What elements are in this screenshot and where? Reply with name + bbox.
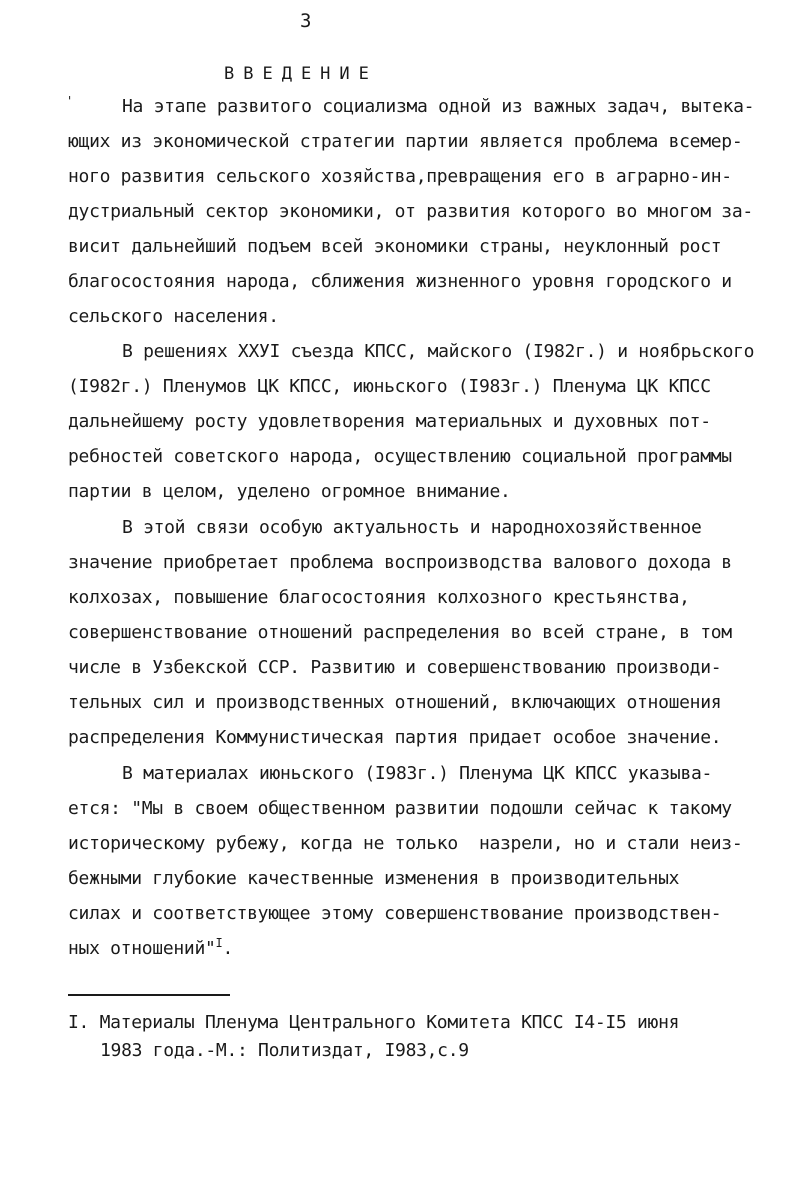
body-line: В материалах июньского (I983г.) Пленума ЦК КПСС указыва- [122,763,713,784]
body-line: сельского населения. [68,306,279,327]
body-line: ющих из экономической стратегии партии является проблема всемер- [68,131,743,152]
body-line: благосостояния народа, сближения жизненного уровня городского и [68,271,732,292]
body-line: дустриальный сектор экономики, от развития которого во многом за- [68,201,753,222]
body-line: В этой связи особую актуальность и народнохозяйственное [122,517,702,538]
body-line-end: . [222,938,234,959]
body-line: В решениях ХХУI съезда КПСС, майского (I982г.) и ноябрьского [122,341,755,362]
margin-mark: ' [66,94,74,108]
body-line: ного развития сельского хозяйства,превращения его в аграрно-ин- [68,166,732,187]
body-line: На этапе развитого социализма одной из важных задач, вытека- [122,96,755,117]
body-line: висит дальнейший подъем всей экономики страны, неуклонный рост [68,236,722,257]
body-line: (I982г.) Пленумов ЦК КПСС, июньского (I983г.) Пленума ЦК КПСС [68,376,711,397]
body-line: значение приобретает проблема воспроизводства валового дохода в [68,552,732,573]
footnote-divider [68,994,230,996]
body-line: совершенствование отношений распределения во всей стране, в том [68,622,732,643]
body-line: историческому рубежу, когда не только назрели, но и стали неиз- [68,833,743,854]
body-line: дальнейшему росту удовлетворения материальных и духовных пот- [68,411,711,432]
body-line [68,938,233,959]
body-line-text: ных отношений" [68,938,216,959]
body-line: бежными глубокие качественные изменения в производительных [68,868,680,889]
body-line: распределения Коммунистическая партия придает особое значение. [68,727,722,748]
body-line: силах и соответствующее этому совершенствование производствен- [68,903,722,924]
footnote-reference: I [215,936,223,950]
body-line: тельных сил и производственных отношений, включающих отношения [68,692,722,713]
section-heading: ВВЕДЕНИЕ [224,64,378,84]
footnote-line: I. Материалы Пленума Центрального Комитета КПСС I4-I5 июня [68,1012,680,1033]
page-number: 3 [300,10,312,32]
body-line: колхозах, повышение благосостояния колхозного крестьянства, [68,587,690,608]
body-line: ребностей советского народа, осуществлению социальной программы [68,446,732,467]
footnote-line: 1983 года.-М.: Политиздат, I983,с.9 [100,1040,469,1061]
body-line: числе в Узбекской ССР. Развитию и совершенствованию производи- [68,657,722,678]
body-line: партии в целом, уделено огромное внимание. [68,481,511,502]
body-line: ется: "Мы в своем общественном развитии подошли сейчас к такому [68,798,732,819]
